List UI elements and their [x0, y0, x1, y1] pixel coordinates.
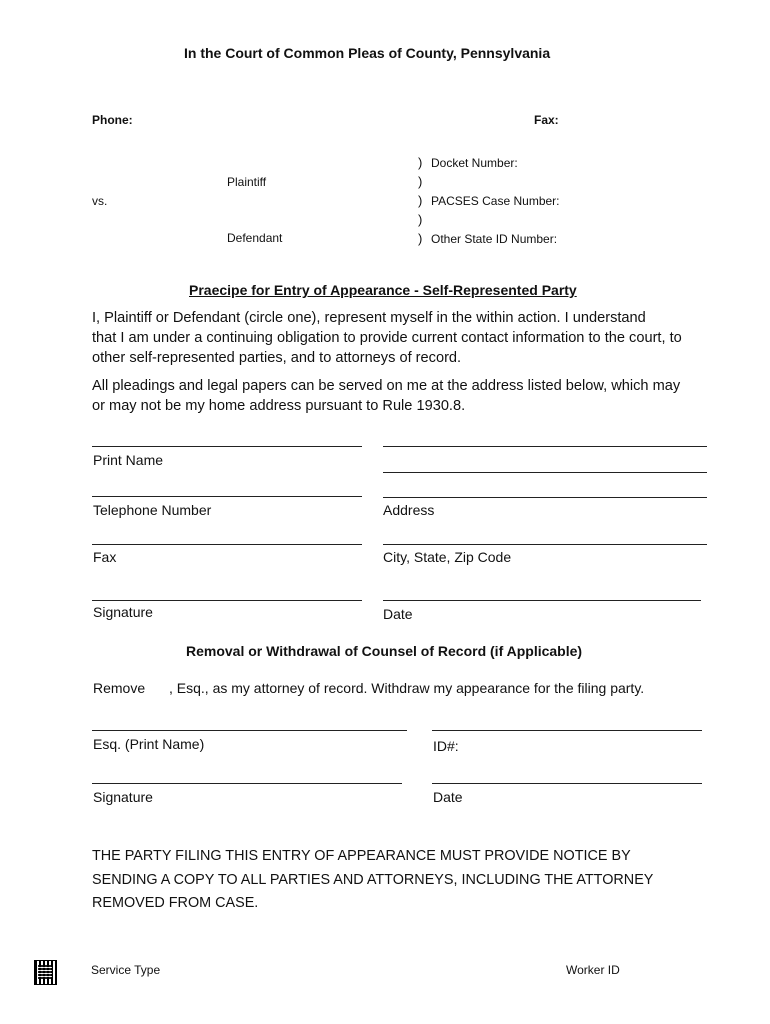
caption-paren: ): [418, 155, 423, 170]
remove-text: , Esq., as my attorney of record. Withdraw my appearance for the filing party.: [169, 680, 645, 696]
address-line-2[interactable]: [383, 472, 707, 473]
counsel-date-line[interactable]: [432, 783, 702, 784]
statement-line: I, Plaintiff or Defendant (circle one), represent myself in the within action. I understand: [92, 310, 646, 326]
counsel-date-label: Date: [433, 789, 463, 805]
service-statement: [92, 376, 712, 416]
date-label: Date: [383, 606, 413, 622]
signature-label: Signature: [93, 604, 153, 620]
address-line-3[interactable]: [383, 497, 707, 498]
notice-text: [92, 845, 712, 916]
praecipe-title: Praecipe for Entry of Appearance - Self-Represented Party: [189, 282, 577, 298]
court-title: In the Court of Common Pleas of County, Pennsylvania: [184, 45, 551, 61]
notice-line: REMOVED FROM CASE.: [92, 895, 259, 911]
date-line[interactable]: [383, 600, 701, 601]
print-name-label: Print Name: [93, 452, 164, 468]
id-label: ID#:: [433, 738, 459, 754]
other-state-id-label: Other State ID Number:: [431, 232, 558, 246]
notice-line: THE PARTY FILING THIS ENTRY OF APPEARANCE MUST PROVIDE NOTICE BY: [92, 848, 631, 864]
statement-line: All pleadings and legal papers can be served on me at the address listed below, which may: [92, 378, 681, 394]
id-line[interactable]: [432, 730, 702, 731]
worker-id-label: Worker ID: [566, 963, 620, 977]
notice-line: SENDING A COPY TO ALL PARTIES AND ATTORNEYS, INCLUDING THE ATTORNEY: [92, 871, 654, 888]
docket-number-label: Docket Number:: [431, 156, 518, 170]
counsel-signature-line[interactable]: [92, 783, 402, 784]
signature-line[interactable]: [92, 600, 362, 601]
pacses-number-label: PACSES Case Number:: [431, 194, 560, 208]
phone-label: Phone:: [92, 113, 133, 127]
statement-line: or may not be my home address pursuant to Rule 1930.8.: [92, 398, 466, 414]
esq-print-name-line[interactable]: [92, 730, 407, 731]
caption-paren: ): [418, 231, 423, 246]
remove-label: Remove: [93, 680, 146, 696]
datamatrix-barcode-icon: [35, 961, 56, 984]
city-state-zip-line[interactable]: [383, 544, 707, 545]
esq-print-name-label: Esq. (Print Name): [93, 736, 205, 752]
caption-paren: ): [418, 174, 423, 189]
vs-label: vs.: [92, 194, 108, 208]
plaintiff-label: Plaintiff: [227, 175, 267, 189]
caption-paren: ): [418, 193, 423, 208]
counsel-signature-label: Signature: [93, 789, 153, 805]
fax-line[interactable]: [92, 544, 362, 545]
address-label: Address: [383, 502, 435, 518]
print-name-line[interactable]: [92, 446, 362, 447]
statement-line: other self-represented parties, and to attorneys of record.: [92, 350, 462, 366]
fax-label: Fax:: [534, 113, 559, 127]
address-line-1[interactable]: [383, 446, 707, 447]
service-type-label: Service Type: [91, 963, 161, 977]
city-state-zip-label: City, State, Zip Code: [383, 549, 512, 565]
telephone-line[interactable]: [92, 496, 362, 497]
telephone-label: Telephone Number: [93, 502, 212, 518]
statement-line: that I am under a continuing obligation to provide current contact information to the court, to: [92, 330, 682, 346]
appearance-statement: [92, 308, 712, 368]
defendant-label: Defendant: [227, 231, 283, 245]
removal-title: Removal or Withdrawal of Counsel of Record (if Applicable): [186, 643, 583, 659]
caption-paren: ): [418, 212, 423, 227]
fax-field-label: Fax: [93, 549, 117, 565]
